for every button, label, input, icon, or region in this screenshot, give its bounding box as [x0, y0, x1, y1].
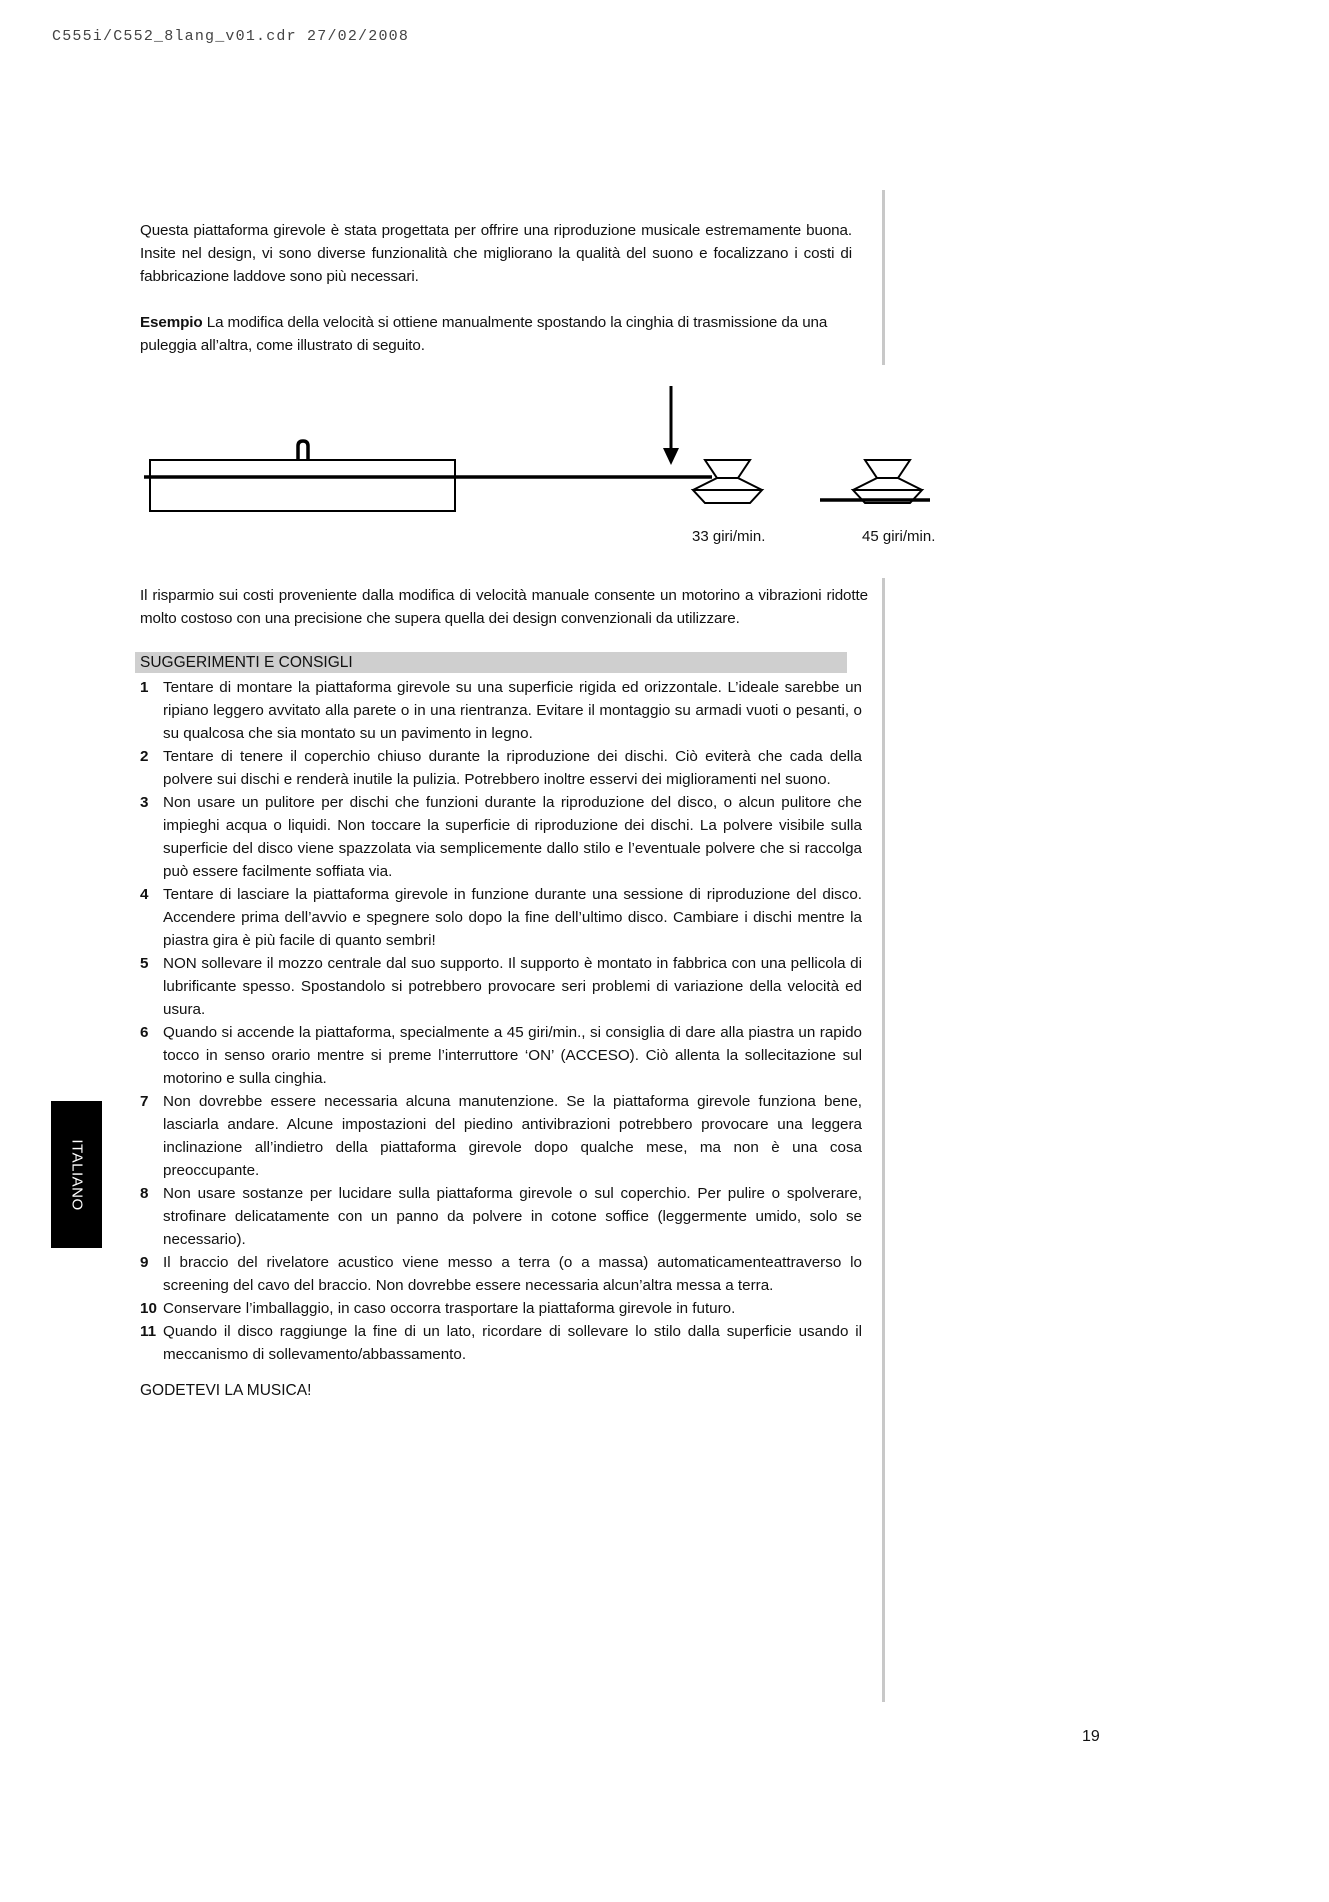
label-45-rpm: 45 giri/min.	[862, 528, 936, 545]
list-item	[140, 1182, 862, 1251]
platter-shape	[150, 460, 455, 511]
item-number: 3	[140, 794, 149, 811]
item-text: Quando si accende la piattaforma, specialmente a 45 giri/min., si consiglia di dare alla piastra un rapido tocco in senso orario mentre si preme l’interruttore ‘ON’ (ACCESO). Ciò allenta la sollecitazione sul motorino e sulla cinghia.	[163, 1024, 862, 1087]
item-text: Non usare sostanze per lucidare sulla piattaforma girevole o sul coperchio. Per pulire o spolverare, strofinare delicatamente con un panno da polvere in cotone soffice (leggermente umido, solo se necessario).	[163, 1185, 862, 1248]
item-number: 5	[140, 955, 149, 972]
item-text: NON sollevare il mozzo centrale dal suo supporto. Il supporto è montato in fabbrica con una pellicola di lubrificante spesso. Spostandolo si potrebbero provocare seri problemi di variazione della velocità ed usura.	[163, 955, 862, 1018]
example-label: Esempio	[140, 314, 203, 331]
item-number: 8	[140, 1185, 149, 1202]
tips-list	[140, 676, 862, 1366]
example-text: La modifica della velocità si ottiene manualmente spostando la cinghia di trasmissione da una puleggia all’altra, come illustrato di seguito.	[140, 314, 828, 354]
tips-heading: SUGGERIMENTI E CONSIGLI	[135, 652, 847, 673]
file-code-header: C555i/C552_8lang_v01.cdr 27/02/2008	[52, 28, 410, 45]
list-item	[140, 676, 862, 745]
item-text: Tentare di montare la piattaforma girevole su una superficie rigida ed orizzontale. L’ideale sarebbe un ripiano leggero avvitato alla parete o in una rientranza. Evitare il montaggio su armadi vuoti o pesanti, o su qualcosa che sia montato su un pavimento in legno.	[163, 679, 862, 742]
closing-line: GODETEVI LA MUSICA!	[140, 1382, 312, 1399]
list-item	[140, 1297, 862, 1320]
item-number: 11	[140, 1323, 157, 1340]
pulley-33-shape	[693, 460, 762, 503]
item-text: Non dovrebbe essere necessaria alcuna manutenzione. Se la piattaforma girevole funziona bene, lasciarla andare. Alcune impostazioni del piedino antivibrazioni potrebbero provocare una leggera inclinazione all’indietro della piattaforma girevole dopo qualche mese, ma non è una cosa preoccupante.	[163, 1093, 862, 1179]
belt-pulley-diagram	[140, 380, 960, 530]
list-item	[140, 952, 862, 1021]
item-number: 9	[140, 1254, 149, 1271]
example-paragraph	[140, 311, 852, 357]
list-item	[140, 883, 862, 952]
list-item	[140, 1251, 862, 1297]
vertical-rule-bottom	[882, 578, 885, 1702]
list-item	[140, 745, 862, 791]
item-number: 10	[140, 1300, 157, 1317]
item-number: 7	[140, 1093, 149, 1110]
spindle-shape	[298, 441, 308, 460]
list-item	[140, 1090, 862, 1182]
item-number: 6	[140, 1024, 149, 1041]
vertical-rule-top	[882, 190, 885, 365]
savings-paragraph: Il risparmio sui costi proveniente dalla modifica di velocità manuale consente un motorino a vibrazioni ridotte molto costoso con una precisione che supera quella dei design convenzionali da utilizzare.	[140, 587, 868, 627]
language-tab-label: ITALIANO	[68, 1138, 85, 1211]
item-number: 4	[140, 886, 149, 903]
intro-paragraph: Questa piattaforma girevole è stata progettata per offrire una riproduzione musicale estremamente buona. Insite nel design, vi sono diverse funzionalità che migliorano la qualità del suono e focalizzano i costi di fabbricazione laddove sono più necessari.	[140, 222, 852, 285]
list-item	[140, 791, 862, 883]
item-text: Il braccio del rivelatore acustico viene messo a terra (o a massa) automaticamenteattraverso lo screening del cavo del braccio. Non dovrebbe essere necessaria alcun’altra messa a terra.	[163, 1254, 862, 1294]
page-number: 19	[1082, 1728, 1100, 1745]
pulley-45-shape	[853, 460, 922, 503]
label-33-rpm: 33 giri/min.	[692, 528, 766, 545]
item-text: Non usare un pulitore per dischi che funzioni durante la riproduzione del disco, o alcun pulitore che impieghi acqua o liquidi. Non toccare la superficie di riproduzione dei dischi. La polvere visibile sulla superficie del disco viene spazzolata via semplicemente dallo stilo e l’eventuale polvere che si raccolga può essere facilmente soffiata via.	[163, 794, 862, 880]
item-number: 2	[140, 748, 149, 765]
item-text: Tentare di tenere il coperchio chiuso durante la riproduzione dei dischi. Ciò eviterà che cada della polvere sui dischi e renderà inutile la pulizia. Potrebbero inoltre esservi dei miglioramenti nel suono.	[163, 748, 862, 788]
item-text: Quando il disco raggiunge la fine di un lato, ricordare di sollevare lo stilo dalla superficie usando il meccanismo di sollevamento/abbassamento.	[163, 1323, 862, 1363]
item-text: Tentare di lasciare la piattaforma girevole in funzione durante una sessione di riproduzione del disco. Accendere prima dell’avvio e spegnere solo dopo la fine dell’ultimo disco. Cambiare i dischi mentre la piastra gira è più facile di quanto sembri!	[163, 886, 862, 949]
language-tab	[51, 1101, 102, 1248]
list-item	[140, 1021, 862, 1090]
item-text: Conservare l’imballaggio, in caso occorra trasportare la piattaforma girevole in futuro.	[163, 1300, 736, 1317]
list-item	[140, 1320, 862, 1366]
arrow-head	[663, 448, 679, 465]
item-number: 1	[140, 679, 149, 696]
